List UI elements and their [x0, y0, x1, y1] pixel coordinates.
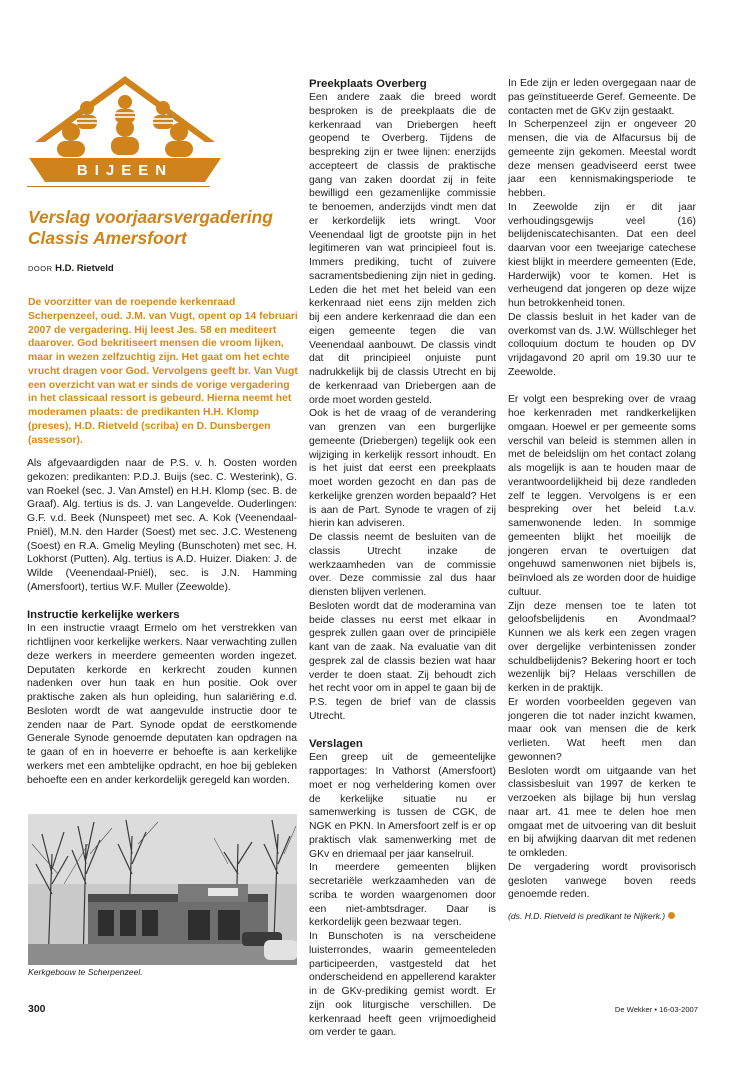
paragraph-sluiting: De vergadering wordt provisorisch gesloten vanwege boven reeds genoemde reden.: [508, 861, 696, 901]
publication-footer: De Wekker • 16-03-2007: [614, 1005, 698, 1014]
paragraph-randkerkelijken: Er volgt een bespreking over de vraag hoe kerkenraden met randkerkelijken omgaan. Hoewel er per gemeente soms verschil van beleid is stemmen allen in met de beleidslijn om het contact zolang als mogelijk is aan te houden maar de verantwoordelijkheid bij deze randleden zelf te leggen. Vervolgens is er een bespreking over het beleid t.a.v. samenwonende leden. In sommige gemeenten blijkt het moeilijk de jongeren ervan te overtuigen dat ongehuwd samenwonen niet bijbels is, beïnvloed als ze worden door de huidige cultuur.: [508, 394, 696, 598]
logo-divider: [27, 186, 210, 187]
column-1: [27, 457, 297, 787]
photo-caption: Kerkgebouw te Scherpenzeel.: [28, 967, 143, 977]
paragraph-preekplaats: Een andere zaak die breed wordt besproken is de preekplaats die de kerkenraad van Driebergen heeft geopend te Overberg. Tijdens de bespreking zijn er twee lijnen: enerzijds accepteert de classis de praktische gang van zaken doordat zij in feite bewilligd een gezamenlijke commissie te benoemen, anderzijds vindt men dat er kerkordelijk iets wringt. Voor Veenendaal ligt de grootste pijn in het legitimeren van wat principieel fout is. Immers prediking, tucht of zuivere sacramentsbediening zijn niet in geding. Leden die het met het beleid van een kerkenraad niet eens zijn melden zich bij een andere kerkenraad die dan een eigen gemeente tegen die van Veenendaal aanbouwt. De classis vindt dat dit principieel onjuiste punt nadrukkelijk bij de classis Utrecht en bij de kerkenraad van Driebergen aan de orde moet worden gesteld.: [309, 92, 496, 406]
paragraph-geloofsbelijdenis: Zijn deze mensen toe te laten tot geloofsbelijdenis en Avondmaal? Kunnen we als kerk een zegen vragen over dergelijke verbintenissen zonder schuldbelijdenis? Bekering hoort er toch wezenlijk bij? Helaas verschillen de kerken in de praktijk.: [508, 600, 696, 694]
article-title: Verslag voorjaarsvergadering Classis Amersfoort: [28, 207, 273, 248]
paragraph-scriba: In meerdere gemeenten blijken secretariële werkzaamheden van de scriba te worden waargenomen door een niet-ambtsdrager. Daar is kerkordelijk geen bezwaar tegen.: [309, 862, 496, 929]
byline: [28, 263, 114, 275]
paragraph-classisbesluit: Besloten wordt om uitgaande van het classisbesluit van 1997 de kerken te verzoeken als bijlage bij hun verslag naar art. 41 mee te delen hoe men omgaat met de uitvoering van dit besluit en bij afwijking daarvan dit met redenen te omkleden.: [508, 765, 696, 859]
paragraph-afgevaardigden: Als afgevaardigden naar de P.S. v. h. Oosten worden gekozen: predikanten: P.D.J. Buijs (sec. C. Westerink), G. van Roekel (sec. J. Van Amstel) en H.H. Klomp (sec. B. de Graaf). Alg. tertius is ds. J. van Langevelde. Ouderlingen: G.F. v.d. Beek (Nunspeet) met sec. A. Kok (Veenendaal-Pniël), M.N. den Harder (Soest) met sec. J.C. Westeneng (Soest) en R.A. Gmelig Meyling (Bunschoten) met sec. H. Lokhorst (Putten). Alg. tertius is A.D. Huizer. Diaken: J. de Wilde (Veenendaal-Pniël), sec. is J.N. Hamming (Amersfoort), tertius W.F. Muller (Zeewolde).: [27, 458, 297, 593]
paragraph-zeewolde: In Zeewolde zijn er dit jaar verhoudingsgewijs veel (16) belijdeniscatechisanten. Dat een deel daarvan voor een tweejarige catechese kiest blijkt in meerdere gemeenten (Ede, Harderwijk) voor te komen. Het is verheugend dat jongeren op deze wijze hun betrokkenheid tonen.: [508, 201, 696, 309]
article-intro: De voorzitter van de roepende kerkenraad Scherpenzeel, oud. J.M. van Vugt, opent op 14 februari 2007 de vergadering. Hij leest Jes. 58 en mediteert daarover. God bekritiseert mensen die vroom lijken, maar in wezen zelfzuchtig zijn. Het gaat om het echte vrucht dragen voor God. Vervolgens geeft br. Van Vugt een overzicht van wat er sinds de vorige vergadering in het classicaal ressort is gebeurd. Hierna neemt het moderamen plaats: de predikanten H.H. Klomp (preses), H.D. Rietveld (scriba) en D. Dunsbergen (assessor).: [28, 297, 298, 446]
logo-text: BIJEEN: [76, 162, 174, 179]
paragraph-rapportages: Een greep uit de gemeentelijke rapportages: In Vathorst (Amersfoort) moet er nog verheldering komen over de kerkelijke situatie nu er samenwerking is tussen de CGK, de NGK en PKN. In Amersfoort zelf is er op praktisch vlak samenwerking met de GKv en driemaal per jaar kanselruil.: [309, 752, 496, 860]
paragraph-besluiten: De classis neemt de besluiten van de classis Utrecht inzake de werkzaamheden van de commissie over. Deze commissie zal dus haar diensten blijven verlenen.: [309, 532, 496, 598]
paragraph-instructie: In een instructie vraagt Ermelo om het verstrekken van richtlijnen voor kerkelijke werkers. Naar verwachting zullen deze werkers in meerdere gemeenten worden ingezet. Deputaten kerkorde en kerkrecht zouden kunnen nadenken over hun taak en hun positie. Ook over praktische zaken als hun opleiding, hun salariëring e.d. Besloten wordt de wat aangevulde instructie door te zenden naar de Part. Synode opdat de eerstkomende Generale Synode genoemde deputaten kan opdragen na te gaan of en in hoeverre er behoefte is aan kerkelijke werkers met een ambtelijke opdracht, en hoe bij gebleken behoefte een en ander kerkordelijk geregeld kan worden.: [27, 623, 297, 786]
church-photo-image: [28, 814, 297, 965]
paragraph-ede: In Ede zijn er leden overgegaan naar de pas geïnstitueerde Geref. Gemeente. De contacten met de GKv zijn gestaakt.: [508, 78, 696, 117]
paragraph-colloquium: De classis besluit in het kader van de overkomst van ds. J.W. Wüllschleger het colloquium doctum te houden op DV vrijdagavond 20 april om 19.30 uur te Zeewolde.: [508, 311, 696, 378]
paragraph-scherpenzeel: In Scherpenzeel zijn er ongeveer 20 mensen, die via de Alfacursus bij de gemeente zijn gekomen. Meestal wordt deze mensen geadviseerd eerst twee jaar een kennismakingsperiode te hebben.: [508, 119, 696, 199]
heading-instructie: Instructie kerkelijke werkers: [27, 609, 180, 622]
page-number: 300: [28, 1003, 46, 1015]
end-mark-icon: [668, 912, 675, 919]
author-name: H.D. Rietveld: [55, 263, 114, 274]
column-3: [508, 77, 696, 924]
column-2: [309, 77, 496, 1040]
heading-verslagen: Verslagen: [309, 738, 363, 751]
paragraph-moderamina: Besloten wordt dat de moderamina van beide classes nu eerst met elkaar in gesprek zullen gaan over de principiële kant van de zaak. Na evaluatie van dit gesprek zal de classis bezien wat haar verder te doen staat. Zij behoudt zich het recht voor om in appel te gaan bij de P.S. tegen de brief van de classis Utrecht.: [309, 600, 496, 722]
bijeen-logo-graphic: [27, 74, 223, 186]
church-photo: [28, 814, 297, 965]
heading-preekplaats: Preekplaats Overberg: [309, 78, 427, 90]
paragraph-grenzen: Ook is het de vraag of de verandering van grenzen van een burgerlijke gemeente (Driebergen) tegelijk ook een wijziging in kerkelijk ressort inhoudt. En is het juist dat eerst een preekplaats moet worden gezocht en dan pas de kerkelijke grenzen worden bepaald? Het is aan de Part. Synode te vragen of zij hierin kan adviseren.: [309, 408, 496, 530]
paragraph-voorbeelden: Er worden voorbeelden gegeven van jongeren die tot nader inzicht kwamen, maar ook van mensen die de kerk verlieten. Wat heeft men dan gewonnen?: [508, 696, 696, 763]
author-signoff: [508, 910, 696, 924]
byline-prefix: DOOR: [28, 264, 53, 273]
paragraph-bunschoten: In Bunschoten is na verscheidene luisterrondes, waarin gemeenteleden participeerden, vastgesteld dat het onderscheidend en appellerend karakter in de GKv-prediking gemist wordt. Er zijn ook liturgische verschillen. De kerkenraad heeft geen vrijmoedigheid om verder te gaan.: [309, 931, 496, 1039]
signoff-text: (ds. H.D. Rietveld is predikant te Nijkerk.): [508, 911, 666, 921]
bijeen-logo: [27, 74, 223, 186]
